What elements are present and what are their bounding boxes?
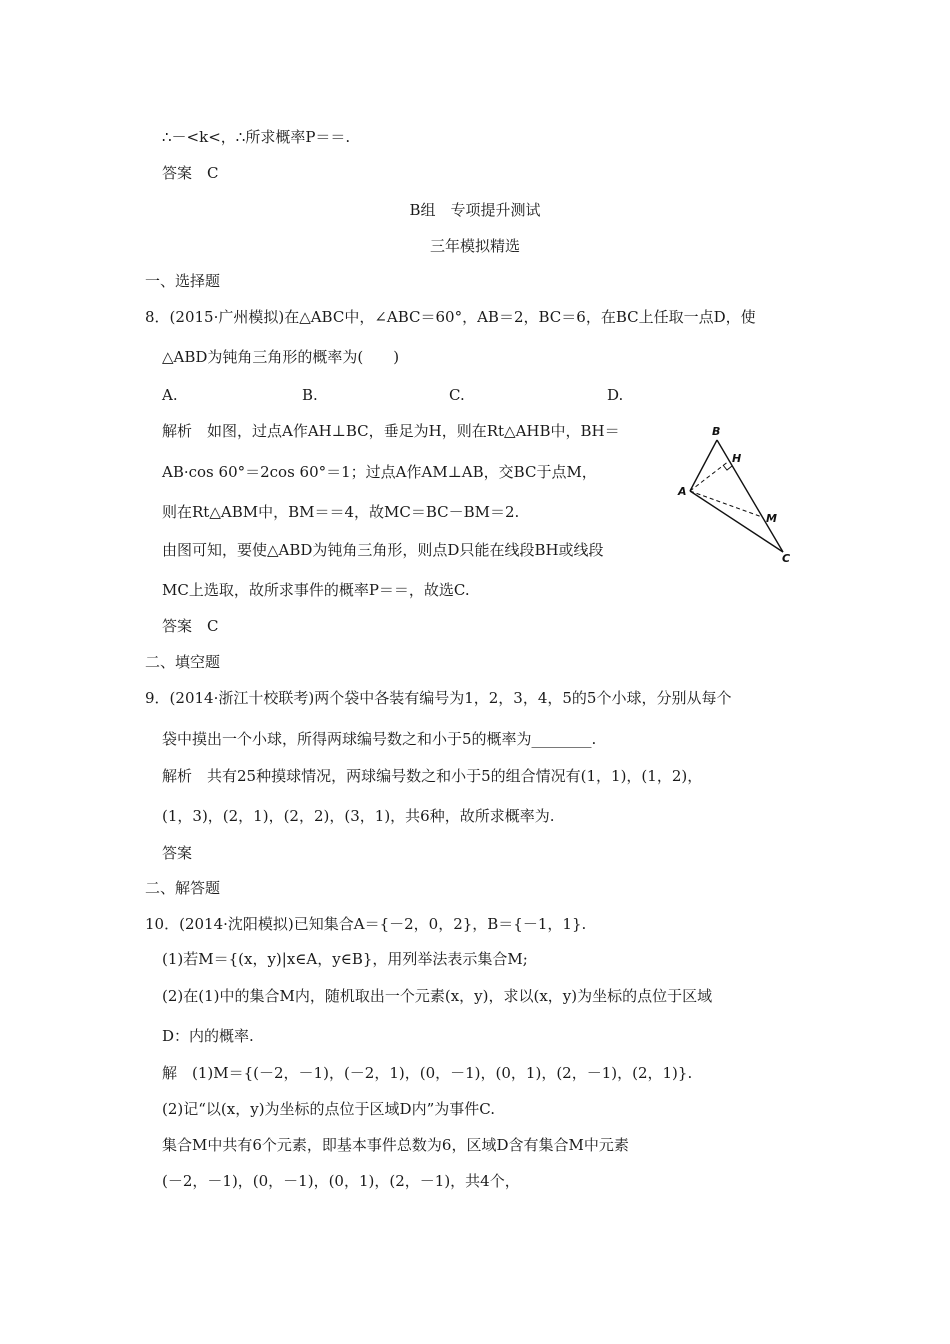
segment-am	[690, 491, 762, 517]
part-heading: 一、选择题	[145, 272, 221, 290]
label-m: M	[766, 512, 777, 525]
section-subheading: 三年模拟精选	[429, 237, 520, 255]
option-c: C.	[449, 386, 465, 404]
question-9-cont: 袋中摸出一个小球，所得两球编号数之和小于5的概率为________.	[162, 730, 597, 748]
solution-line: (2)记“以(x，y)为坐标的点位于区域D内”为事件C.	[162, 1100, 495, 1118]
question-8: 8．(2015·广州模拟)在△ABC中，∠ABC＝60°，AB＝2，BC＝6，在BC上任取一点D，使	[145, 308, 756, 326]
solution-line: AB·cos 60°＝2cos 60°＝1；过点A作AM⊥AB，交BC于点M，	[162, 463, 597, 481]
question-10: 10．(2014·沈阳模拟)已知集合A＝{－2，0，2}，B＝{－1，1}.	[145, 915, 587, 933]
part-heading: 二、填空题	[145, 653, 221, 671]
solution-line: (1，3)，(2，1)，(2，2)，(3，1)，共6种，故所求概率为.	[162, 807, 555, 825]
solution-line: 则在Rt△ABM中，BM＝＝4，故MC＝BC－BM＝2.	[162, 503, 520, 521]
solution-line: 解析 共有25种摸球情况，两球编号数之和小于5的组合情况有(1，1)，(1，2)，	[162, 767, 703, 785]
part-heading: 二、解答题	[145, 879, 221, 897]
question-9: 9．(2014·浙江十校联考)两个袋中各装有编号为1，2，3，4，5的5个小球，分别从每个	[145, 689, 732, 707]
segment-ab	[690, 440, 717, 491]
solution-line: 解析 如图，过点A作AH⊥BC，垂足为H，则在Rt△AHB中，BH＝	[162, 422, 620, 440]
question-10-part2-cont: D：内的概率.	[162, 1027, 254, 1045]
label-c: C	[782, 552, 791, 565]
label-b: B	[712, 425, 721, 438]
label-a: A	[678, 485, 687, 498]
label-h: H	[732, 452, 742, 465]
segment-bc	[717, 440, 783, 552]
triangle-figure	[670, 425, 800, 565]
option-d: D.	[607, 386, 624, 404]
right-angle-mark	[723, 465, 732, 470]
question-8-cont: △ABD为钝角三角形的概率为( )	[162, 348, 400, 366]
section-heading: B组 专项提升测试	[409, 201, 541, 219]
option-a: A.	[162, 386, 178, 404]
solution-line: 由图可知，要使△ABD为钝角三角形，则点D只能在线段BH或线段	[162, 541, 604, 559]
answer-line: 答案 C	[162, 617, 219, 635]
answer-line: 答案 C	[162, 164, 219, 182]
solution-line: 集合M中共有6个元素，即基本事件总数为6，区域D含有集合M中元素	[162, 1136, 629, 1154]
text-line: ∴－<k<，∴所求概率P＝＝.	[162, 128, 351, 146]
solution-line: MC上选取，故所求事件的概率P＝＝，故选C.	[162, 581, 470, 599]
option-b: B.	[302, 386, 318, 404]
solution-line: (－2，－1)，(0，－1)，(0，1)，(2，－1)，共4个，	[162, 1172, 520, 1190]
question-10-part2: (2)在(1)中的集合M内，随机取出一个元素(x，y)，求以(x，y)为坐标的点位于区域	[162, 987, 713, 1005]
question-10-part1: (1)若M＝{(x，y)|x∈A，y∈B}，用列举法表示集合M;	[162, 950, 528, 968]
solution-line: 解 (1)M＝{(－2，－1)，(－2，1)，(0，－1)，(0，1)，(2，－1)，(2，1)}.	[162, 1064, 693, 1082]
answer-line: 答案	[162, 844, 193, 862]
